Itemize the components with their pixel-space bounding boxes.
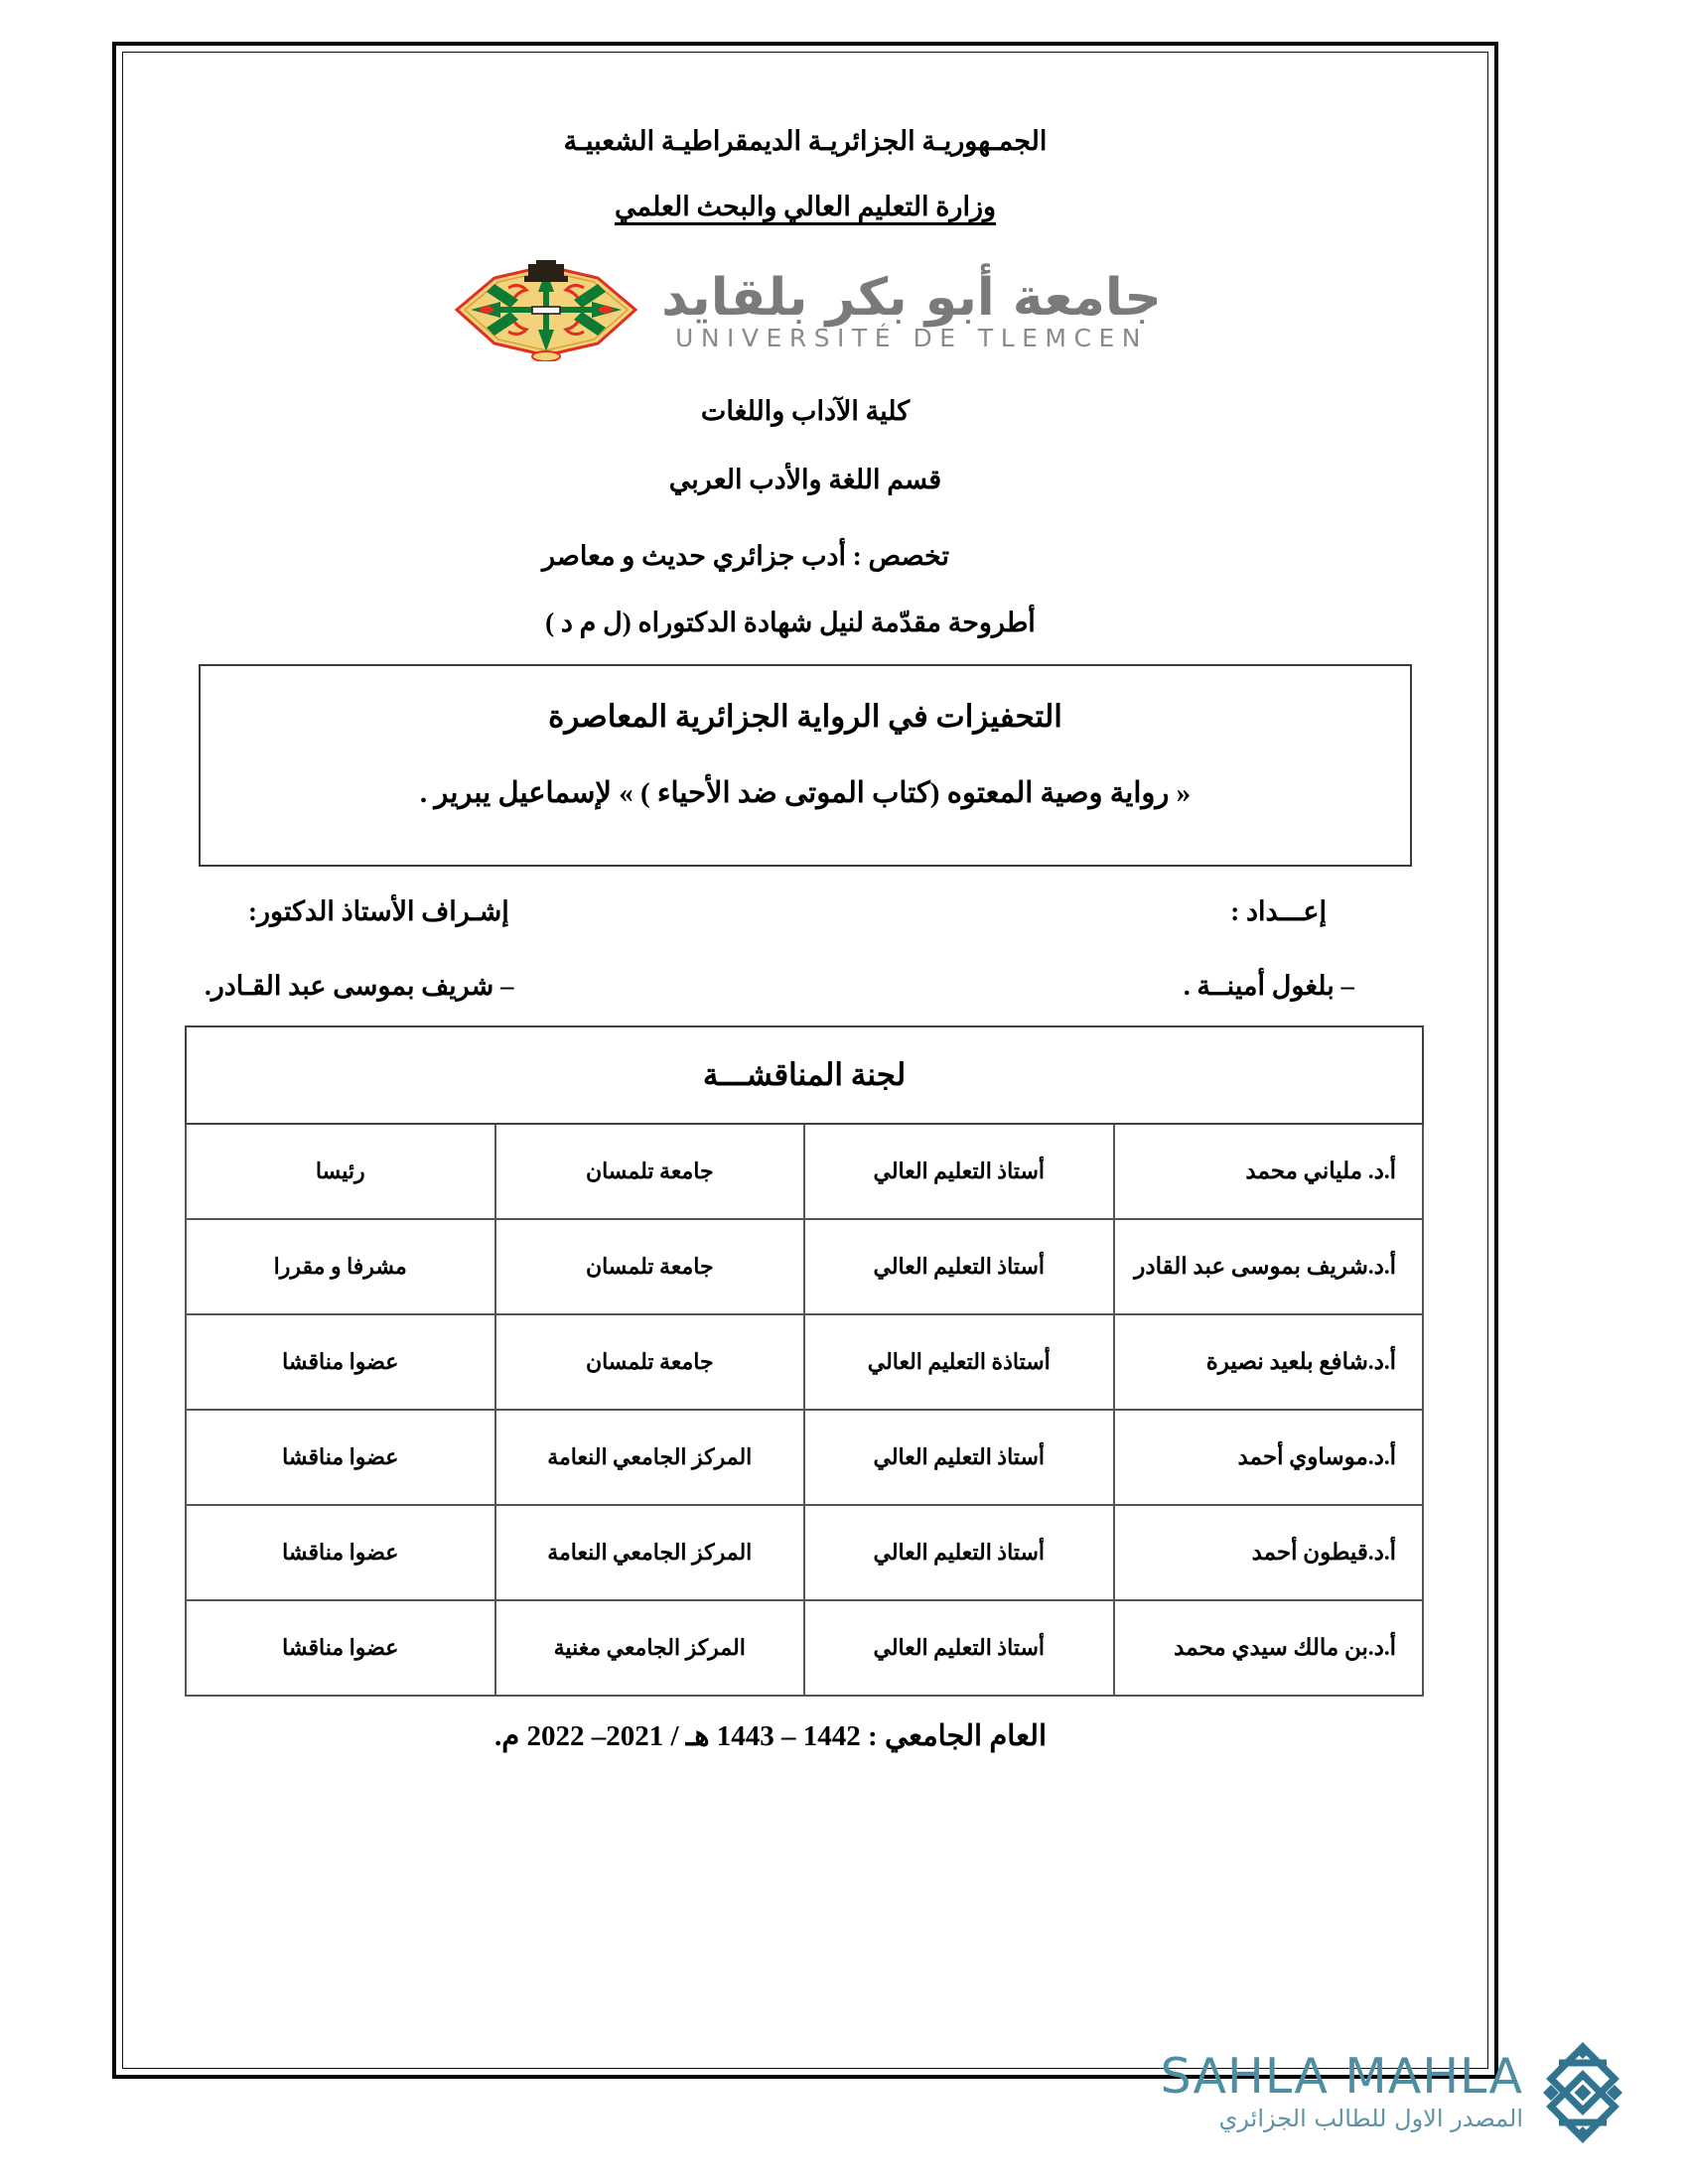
- jury-member-institution: جامعة تلمسان: [495, 1219, 805, 1314]
- jury-member-rank: أستاذ التعليم العالي: [804, 1124, 1114, 1219]
- jury-member-name: أ.د. ملياني محمد: [1114, 1124, 1424, 1219]
- table-row: [186, 1600, 1423, 1696]
- jury-member-name: أ.د.قيطون أحمد: [1114, 1505, 1424, 1600]
- jury-member-rank: أستاذة التعليم العالي: [804, 1314, 1114, 1410]
- jury-member-name: أ.د.شريف بموسى عبد القادر: [1114, 1219, 1424, 1314]
- thesis-cover-content: [127, 56, 1483, 2065]
- specialization-line: تخصص : أدب جزائري حديث و معاصر: [542, 540, 949, 571]
- jury-member-institution: جامعة تلمسان: [495, 1314, 805, 1410]
- jury-member-role: عضوا مناقشا: [186, 1600, 495, 1696]
- national-header: [187, 56, 1424, 223]
- jury-member-role: عضوا مناقشا: [186, 1505, 495, 1600]
- jury-member-name: أ.د.شافع بلعيد نصيرة: [1114, 1314, 1424, 1410]
- university-logo: [187, 249, 1424, 366]
- university-emblem-icon: [449, 258, 643, 361]
- academic-year-line: العام الجامعي : 1442 – 1443 هـ / 2021– 2022 م.: [493, 1720, 1048, 1753]
- people-labels-row: [195, 896, 1416, 927]
- thesis-statement-line: أطروحة مقدّمة لنيل شهادة الدكتوراه (ل م د ): [545, 607, 1036, 637]
- author-supervisor-block: [195, 896, 1416, 1002]
- sahla-mahla-watermark: [1161, 2039, 1620, 2142]
- jury-member-role: رئيسا: [186, 1124, 495, 1219]
- jury-member-institution: المركز الجامعي النعامة: [495, 1505, 805, 1600]
- degree-block: [187, 541, 1424, 638]
- jury-member-institution: جامعة تلمسان: [495, 1124, 805, 1219]
- ministry-line: وزارة التعليم العالي والبحث العلمي: [614, 192, 997, 222]
- table-row: [186, 1505, 1423, 1600]
- university-name-arabic: جامعة أبو بكر بلقايد: [661, 268, 1162, 329]
- jury-member-institution: المركز الجامعي النعامة: [495, 1410, 805, 1505]
- supervisor-name: – شريف بموسى عبد القـادر.: [205, 971, 514, 1002]
- jury-member-rank: أستاذ التعليم العالي: [804, 1505, 1114, 1600]
- jury-member-name: أ.د.بن مالك سيدي محمد: [1114, 1600, 1424, 1696]
- republic-line: الجمـهوريـة الجزائريـة الديمقراطيـة الشعبيـة: [563, 126, 1048, 156]
- supervised-by-label: إشـراف الأستاذ الدكتور:: [248, 896, 509, 927]
- jury-member-rank: أستاذ التعليم العالي: [804, 1219, 1114, 1314]
- thesis-main-title: التحفيزات في الرواية الجزائرية المعاصرة: [548, 698, 1062, 734]
- faculty-line: كلية الآداب واللغات: [700, 395, 911, 426]
- prepared-by-label: إعـــداد :: [1230, 896, 1327, 927]
- watermark-brand: SAHLA MAHLA: [1160, 2047, 1523, 2105]
- jury-member-role: عضوا مناقشا: [186, 1410, 495, 1505]
- thesis-subtitle: « رواية وصية المعتوه (كتاب الموتى ضد الأحياء ) » لإسماعيل يبرير .: [419, 776, 1192, 809]
- thesis-title-box: [199, 664, 1412, 867]
- jury-table-body: [186, 1026, 1423, 1696]
- student-name: – بلغول أمينــة .: [1183, 971, 1354, 1002]
- table-row: [186, 1219, 1423, 1314]
- jury-member-rank: أستاذ التعليم العالي: [804, 1410, 1114, 1505]
- jury-member-role: مشرفا و مقررا: [186, 1219, 495, 1314]
- jury-table-header-row: [186, 1026, 1423, 1124]
- jury-member-rank: أستاذ التعليم العالي: [804, 1600, 1114, 1696]
- watermark-text: [1160, 2047, 1523, 2132]
- university-name-french: UNIVERSITÉ DE TLEMCEN: [675, 324, 1148, 353]
- jury-member-institution: المركز الجامعي مغنية: [495, 1600, 805, 1696]
- jury-member-role: عضوا مناقشا: [186, 1314, 495, 1410]
- jury-table: [185, 1025, 1424, 1697]
- people-names-row: [195, 971, 1416, 1002]
- department-line: قسم اللغة والأدب العربي: [668, 464, 942, 494]
- university-wordmark: [661, 268, 1162, 353]
- table-row: [186, 1410, 1423, 1505]
- faculty-department-block: [187, 396, 1424, 495]
- watermark-tagline: المصدر الاول للطالب الجزائري: [1218, 2104, 1523, 2132]
- jury-member-name: أ.د.موساوي أحمد: [1114, 1410, 1424, 1505]
- sahla-mahla-logo-icon: [1537, 2041, 1628, 2144]
- table-row: [186, 1314, 1423, 1410]
- table-row: [186, 1124, 1423, 1219]
- jury-heading: لجنة المناقشـــة: [186, 1026, 1423, 1124]
